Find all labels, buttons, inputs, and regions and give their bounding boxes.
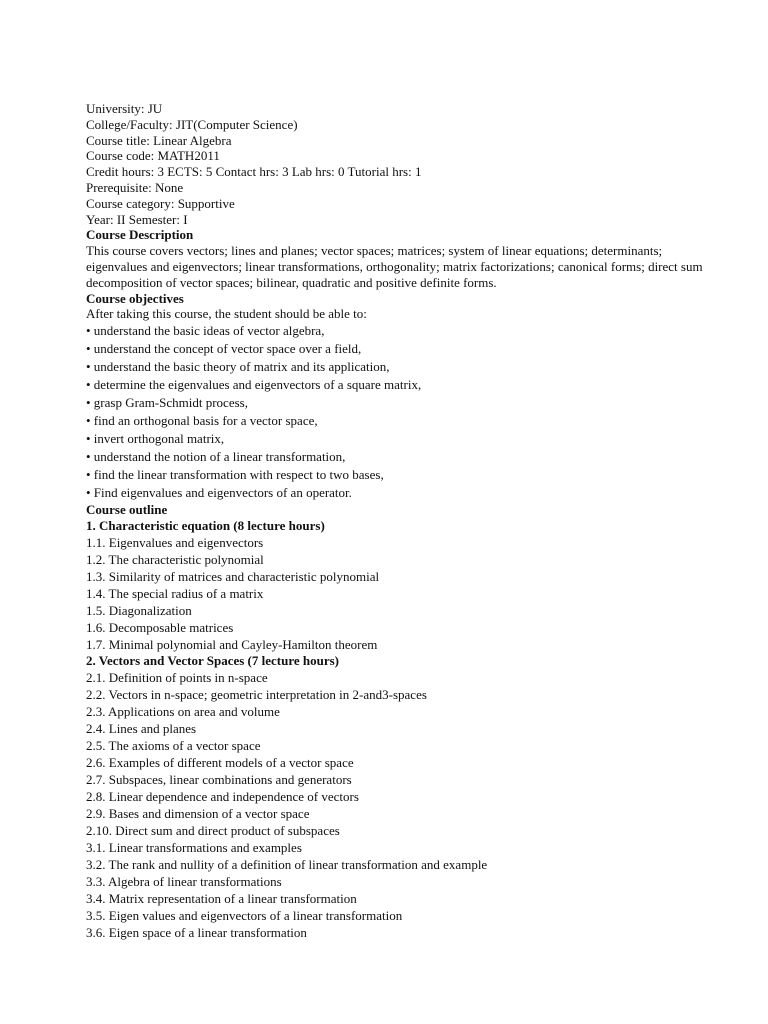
outline-item: 3.5. Eigen values and eigenvectors of a linear transformation <box>86 907 403 923</box>
outline-item: 2.2. Vectors in n-space; geometric interpretation in 2-and3-spaces <box>86 686 427 702</box>
objective-item: • understand the concept of vector space over a field, <box>86 341 362 357</box>
outline-item: 1.6. Decomposable matrices <box>86 619 234 635</box>
outline-item: 3.6. Eigen space of a linear transformation <box>86 924 307 940</box>
objective-item: • determine the eigenvalues and eigenvectors of a square matrix, <box>86 377 422 393</box>
section-2-title: 2. Vectors and Vector Spaces (7 lecture hours) <box>86 652 340 668</box>
course-objectives <box>86 291 726 503</box>
objective-item: • understand the basic theory of matrix and its application, <box>86 359 390 375</box>
category-line: Course category: Supportive <box>86 195 235 211</box>
outline-item: 2.10. Direct sum and direct product of subspaces <box>86 822 340 838</box>
course-code-line: Course code: MATH2011 <box>86 148 220 164</box>
course-outline <box>86 502 726 940</box>
credit-hours-line: Credit hours: 3 ECTS: 5 Contact hrs: 3 Lab hrs: 0 Tutorial hrs: 1 <box>86 164 422 180</box>
course-description <box>86 227 726 290</box>
outline-item: 2.9. Bases and dimension of a vector space <box>86 805 310 821</box>
university-line: University: JU <box>86 101 163 116</box>
objective-item: • grasp Gram-Schmidt process, <box>86 395 248 411</box>
outline-item: 2.3. Applications on area and volume <box>86 703 280 719</box>
outline-item: 2.6. Examples of different models of a vector space <box>86 754 354 770</box>
outline-item: 3.3. Algebra of linear transformations <box>86 873 282 889</box>
course-info <box>86 101 726 227</box>
year-semester-line: Year: II Semester: I <box>86 211 188 227</box>
outline-item: 2.1. Definition of points in n-space <box>86 669 268 685</box>
outline-item: 1.2. The characteristic polynomial <box>86 551 264 567</box>
objective-item: • find the linear transformation with respect to two bases, <box>86 467 384 483</box>
objective-item: • understand the notion of a linear transformation, <box>86 449 346 465</box>
objective-item: • find an orthogonal basis for a vector space, <box>86 413 318 429</box>
section-1-title: 1. Characteristic equation (8 lecture hours) <box>86 517 325 533</box>
objectives-heading: Course objectives <box>86 290 184 306</box>
objectives-intro: After taking this course, the student should be able to: <box>86 306 367 322</box>
outline-item: 2.4. Lines and planes <box>86 720 197 736</box>
document-page <box>86 101 726 941</box>
description-heading: Course Description <box>86 227 194 243</box>
prerequisite-line: Prerequisite: None <box>86 179 184 195</box>
outline-item: 3.4. Matrix representation of a linear transformation <box>86 890 357 906</box>
objective-item: • understand the basic ideas of vector algebra, <box>86 323 325 339</box>
objective-item: • invert orthogonal matrix, <box>86 431 225 447</box>
outline-item: 1.7. Minimal polynomial and Cayley-Hamilton theorem <box>86 636 378 652</box>
course-title-line: Course title: Linear Algebra <box>86 132 232 148</box>
outline-heading: Course outline <box>86 502 168 518</box>
outline-item: 3.1. Linear transformations and examples <box>86 839 302 855</box>
college-line: College/Faculty: JIT(Computer Science) <box>86 116 298 132</box>
outline-item: 1.5. Diagonalization <box>86 602 192 618</box>
outline-item: 2.5. The axioms of a vector space <box>86 737 261 753</box>
outline-item: 1.4. The special radius of a matrix <box>86 585 264 601</box>
outline-item: 1.1. Eigenvalues and eigenvectors <box>86 534 264 550</box>
outline-item: 2.7. Subspaces, linear combinations and generators <box>86 771 352 787</box>
outline-item: 3.2. The rank and nullity of a definition of linear transformation and example <box>86 856 488 872</box>
outline-item: 1.3. Similarity of matrices and characteristic polynomial <box>86 568 380 584</box>
outline-item: 2.8. Linear dependence and independence of vectors <box>86 788 359 804</box>
objective-item: • Find eigenvalues and eigenvectors of an operator. <box>86 485 352 501</box>
description-text: This course covers vectors; lines and planes; vector spaces; matrices; system of linear equations; determinants; eigenvalues and eigenvectors; linear transformations, orthogonality; matrix factorizations; canonical forms; direct sum decomposition of vector spaces; bilinear, quadratic and positive definite forms. <box>86 243 703 290</box>
